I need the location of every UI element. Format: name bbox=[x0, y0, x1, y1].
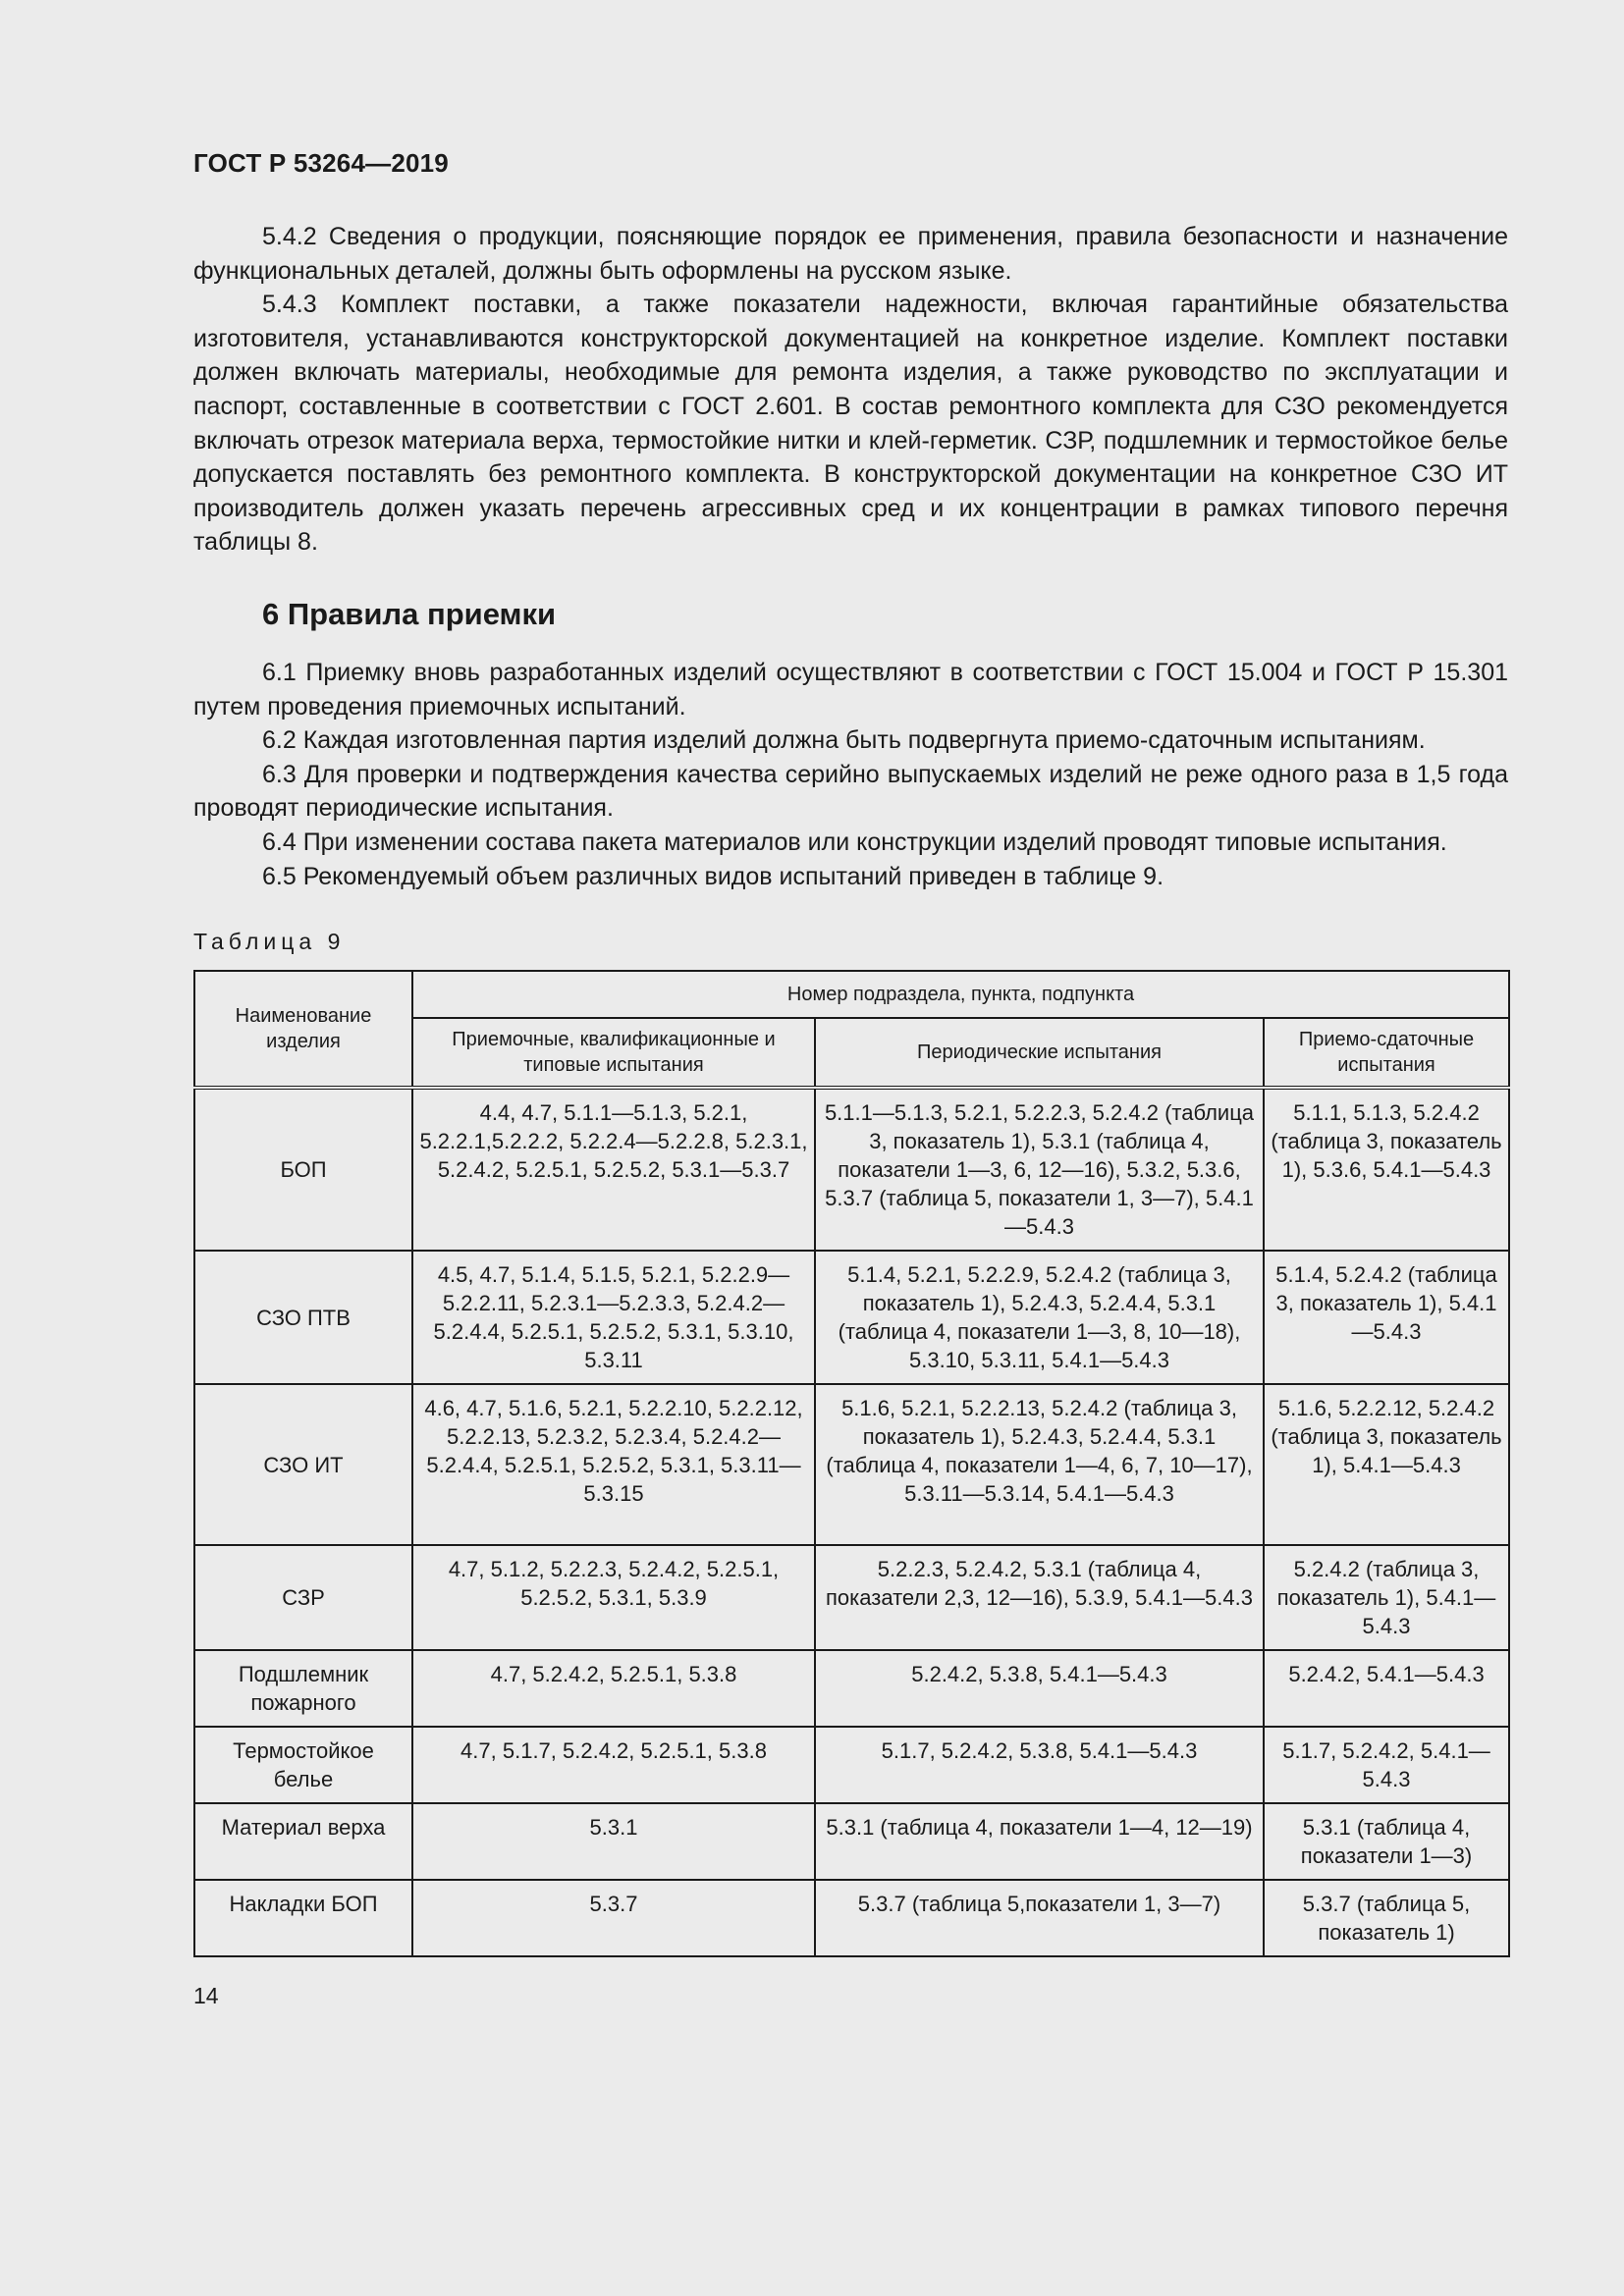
table-row bbox=[194, 1088, 1509, 1251]
row-periodic-tests: 5.1.1—5.1.3, 5.2.1, 5.2.2.3, 5.2.4.2 (таблица 3, показатель 1), 5.3.1 (таблица 4, показатели 1—3, 6, 12—16), 5.3.2, 5.3.6, 5.3.7 (таблица 5, показатели 1, 3—7), 5.4.1—5.4.3 bbox=[815, 1088, 1264, 1251]
row-periodic-tests: 5.3.1 (таблица 4, показатели 1—4, 12—19) bbox=[815, 1803, 1264, 1880]
header-acceptance-tests: Приемочные, квалификационные и типовые испытания bbox=[412, 1018, 815, 1088]
header-product-name: Наименование изделия bbox=[194, 971, 412, 1088]
row-product-name: СЗО ПТВ bbox=[194, 1251, 412, 1384]
row-product-name: Термостойкое белье bbox=[194, 1727, 412, 1803]
section-title: 6 Правила приемки bbox=[262, 596, 557, 631]
row-delivery-tests: 5.1.1, 5.1.3, 5.2.4.2 (таблица 3, показатель 1), 5.3.6, 5.4.1—5.4.3 bbox=[1264, 1088, 1509, 1251]
row-acceptance-tests: 4.4, 4.7, 5.1.1—5.1.3, 5.2.1, 5.2.2.1,5.2.2.2, 5.2.2.4—5.2.2.8, 5.2.3.1, 5.2.4.2, 5.2.5.1, 5.2.5.2, 5.3.1—5.3.7 bbox=[412, 1088, 815, 1251]
header-periodic-tests: Периодические испытания bbox=[815, 1018, 1264, 1088]
row-delivery-tests: 5.1.6, 5.2.2.12, 5.2.4.2 (таблица 3, показатель 1), 5.4.1—5.4.3 bbox=[1264, 1384, 1509, 1545]
row-acceptance-tests: 4.7, 5.1.7, 5.2.4.2, 5.2.5.1, 5.3.8 bbox=[412, 1727, 815, 1803]
row-product-name: СЗР bbox=[194, 1545, 412, 1650]
row-acceptance-tests: 4.6, 4.7, 5.1.6, 5.2.1, 5.2.2.10, 5.2.2.12, 5.2.2.13, 5.2.3.2, 5.2.3.4, 5.2.4.2—5.2.4.4, 5.2.5.1, 5.2.5.2, 5.3.1, 5.3.11—5.3.15 bbox=[412, 1384, 815, 1545]
row-periodic-tests: 5.2.4.2, 5.3.8, 5.4.1—5.4.3 bbox=[815, 1650, 1264, 1727]
table-row bbox=[194, 1727, 1509, 1803]
paragraph-6-4: 6.4 При изменении состава пакета материалов или конструкции изделий проводят типовые испытания. bbox=[262, 828, 1447, 856]
header-delivery-tests: Приемо-сдаточные испытания bbox=[1264, 1018, 1509, 1088]
row-delivery-tests: 5.2.4.2 (таблица 3, показатель 1), 5.4.1—5.4.3 bbox=[1264, 1545, 1509, 1650]
row-product-name: БОП bbox=[194, 1088, 412, 1251]
row-periodic-tests: 5.3.7 (таблица 5,показатели 1, 3—7) bbox=[815, 1880, 1264, 1956]
paragraph-5-4-3: 5.4.3 Комплект поставки, а также показатели надежности, включая гарантийные обязательства изготовителя, устанавливаются конструкторской документацией на конкретное изделие. Комплект поставки должен включать материалы, необходимые для ремонта изделия, а также руководство по эксплуатации и паспорт, составленные в соответствии с ГОСТ 2.601. В состав ремонтного комплекта для СЗО рекомендуется включать отрезок материала верха, термостойкие нитки и клей-герметик. СЗР, подшлемник и термостойкое белье допускается поставлять без ремонтного комплекта. В конструкторской документации на конкретное СЗО ИТ производитель должен указать перечень агрессивных сред и их концентрации в рамках типового перечня таблицы 8. bbox=[193, 291, 1508, 557]
row-acceptance-tests: 5.3.1 bbox=[412, 1803, 815, 1880]
table-row bbox=[194, 1880, 1509, 1956]
table-row bbox=[194, 1251, 1509, 1384]
row-acceptance-tests: 4.7, 5.1.2, 5.2.2.3, 5.2.4.2, 5.2.5.1, 5.2.5.2, 5.3.1, 5.3.9 bbox=[412, 1545, 815, 1650]
table-row bbox=[194, 1545, 1509, 1650]
paragraph-6-3: 6.3 Для проверки и подтверждения качества серийно выпускаемых изделий не реже одного раза в 1,5 года проводят периодические испытания. bbox=[193, 760, 1508, 823]
document-header: ГОСТ Р 53264—2019 bbox=[193, 148, 449, 178]
document-page bbox=[193, 147, 1508, 2010]
table-caption: Таблица 9 bbox=[193, 929, 346, 955]
row-delivery-tests: 5.3.7 (таблица 5, показатель 1) bbox=[1264, 1880, 1509, 1956]
row-product-name: Материал верха bbox=[194, 1803, 412, 1880]
row-product-name: Накладки БОП bbox=[194, 1880, 412, 1956]
row-periodic-tests: 5.2.2.3, 5.2.4.2, 5.3.1 (таблица 4, показатели 2,3, 12—16), 5.3.9, 5.4.1—5.4.3 bbox=[815, 1545, 1264, 1650]
row-delivery-tests: 5.1.7, 5.2.4.2, 5.4.1—5.4.3 bbox=[1264, 1727, 1509, 1803]
paragraph-5-4-2: 5.4.2 Сведения о продукции, поясняющие порядок ее применения, правила безопасности и назначение функциональных деталей, должны быть оформлены на русском языке. bbox=[193, 223, 1508, 285]
paragraph-6-5: 6.5 Рекомендуемый объем различных видов испытаний приведен в таблице 9. bbox=[262, 862, 1164, 890]
row-delivery-tests: 5.1.4, 5.2.4.2 (таблица 3, показатель 1), 5.4.1—5.4.3 bbox=[1264, 1251, 1509, 1384]
row-periodic-tests: 5.1.4, 5.2.1, 5.2.2.9, 5.2.4.2 (таблица 3, показатель 1), 5.2.4.3, 5.2.4.4, 5.3.1 (таблица 4, показатели 1—3, 8, 10—18), 5.3.10, 5.3.11, 5.4.1—5.4.3 bbox=[815, 1251, 1264, 1384]
row-delivery-tests: 5.2.4.2, 5.4.1—5.4.3 bbox=[1264, 1650, 1509, 1727]
table-row bbox=[194, 1384, 1509, 1545]
table-row bbox=[194, 1803, 1509, 1880]
table-header-row bbox=[194, 971, 1509, 1018]
paragraph-6-2: 6.2 Каждая изготовленная партия изделий должна быть подвергнута приемо-сдаточным испытаниям. bbox=[262, 726, 1426, 755]
paragraph-6-1: 6.1 Приемку вновь разработанных изделий осуществляют в соответствии с ГОСТ 15.004 и ГОСТ Р 15.301 путем проведения приемочных испытаний. bbox=[193, 658, 1508, 721]
page-number: 14 bbox=[193, 1983, 219, 2009]
row-acceptance-tests: 5.3.7 bbox=[412, 1880, 815, 1956]
row-periodic-tests: 5.1.7, 5.2.4.2, 5.3.8, 5.4.1—5.4.3 bbox=[815, 1727, 1264, 1803]
row-acceptance-tests: 4.5, 4.7, 5.1.4, 5.1.5, 5.2.1, 5.2.2.9—5.2.2.11, 5.2.3.1—5.2.3.3, 5.2.4.2—5.2.4.4, 5.2.5.1, 5.2.5.2, 5.3.1, 5.3.10, 5.3.11 bbox=[412, 1251, 815, 1384]
table-row bbox=[194, 1650, 1509, 1727]
header-section-numbers: Номер подраздела, пункта, подпункта bbox=[412, 971, 1509, 1018]
row-product-name: Подшлемник пожарного bbox=[194, 1650, 412, 1727]
row-delivery-tests: 5.3.1 (таблица 4, показатели 1—3) bbox=[1264, 1803, 1509, 1880]
tests-table bbox=[193, 970, 1510, 1957]
row-product-name: СЗО ИТ bbox=[194, 1384, 412, 1545]
row-periodic-tests: 5.1.6, 5.2.1, 5.2.2.13, 5.2.4.2 (таблица 3, показатель 1), 5.2.4.3, 5.2.4.4, 5.3.1 (таблица 4, показатели 1—4, 6, 7, 10—17), 5.3.11—5.3.14, 5.4.1—5.4.3 bbox=[815, 1384, 1264, 1545]
row-acceptance-tests: 4.7, 5.2.4.2, 5.2.5.1, 5.3.8 bbox=[412, 1650, 815, 1727]
